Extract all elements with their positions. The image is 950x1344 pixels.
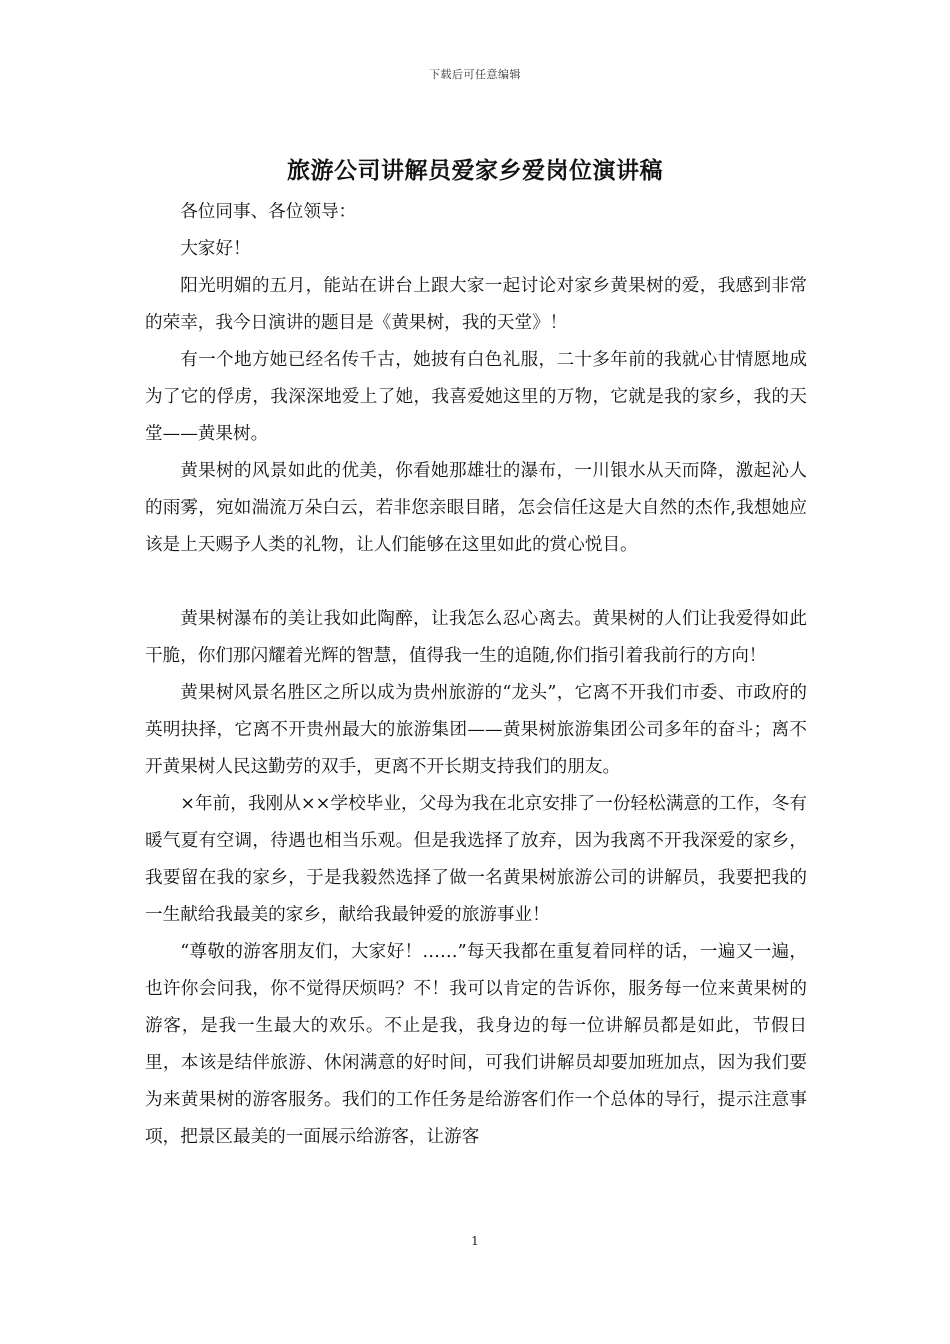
paragraph: 黄果树瀑布的美让我如此陶醉，让我怎么忍心离去。黄果树的人们让我爱得如此干脆，你们那闪耀着光辉的智慧，值得我一生的追随,你们指引着我前行的方向！ xyxy=(145,609,807,666)
document-title: 旅游公司讲解员爱家乡爱岗位演讲稿 xyxy=(287,157,663,184)
paragraph: 阳光明媚的五月，能站在讲台上跟大家一起讨论对家乡黄果树的爱，我感到非常的荣幸，我今日演讲的题目是《黄果树，我的天堂》！ xyxy=(145,276,807,333)
paragraph: 黄果树风景名胜区之所以成为贵州旅游的“龙头”，它离不开我们市委、市政府的英明抉择，它离不开贵州最大的旅游集团——黄果树旅游集团公司多年的奋斗；离不开黄果树人民这勤劳的双手，更离不开长期支持我们的朋友。 xyxy=(145,683,807,777)
paragraph: 有一个地方她已经名传千古，她披有白色礼服，二十多年前的我就心甘情愿地成为了它的俘虏，我深深地爱上了她，我喜爱她这里的万物，它就是我的家乡，我的天堂——黄果树。 xyxy=(145,350,807,444)
greeting: 大家好！ xyxy=(180,239,251,259)
page-number: 1 xyxy=(471,1234,479,1248)
document-body xyxy=(145,194,807,1156)
salutation: 各位同事、各位领导： xyxy=(180,202,357,222)
paragraph: 黄果树的风景如此的优美，你看她那雄壮的瀑布，一川银水从天而降，激起沁人的雨雾，宛如湍流万朵白云，若非您亲眼目睹，怎会信任这是大自然的杰作,我想她应该是上天赐予人类的礼物，让人们能够在这里如此的赏心悦目。 xyxy=(145,461,807,555)
header-note: 下载后可任意编辑 xyxy=(429,68,521,81)
paragraph: “尊敬的游客朋友们，大家好！……”每天我都在重复着同样的话，一遍又一遍，也许你会问我，你不觉得厌烦吗？不！我可以肯定的告诉你，服务每一位来黄果树的游客，是我一生最大的欢乐。不止是我，我身边的每一位讲解员都是如此，节假日里，本该是结伴旅游、休闲满意的好时间，可我们讲解员却要加班加点，因为我们要为来黄果树的游客服务。我们的工作任务是给游客们作一个总体的导行，提示注意事项，把景区最美的一面展示给游客，让游客 xyxy=(145,942,807,1147)
paragraph: ×年前，我刚从××学校毕业，父母为我在北京安排了一份轻松满意的工作，冬有暖气夏有空调，待遇也相当乐观。但是我选择了放弃，因为我离不开我深爱的家乡，我要留在我的家乡，于是我毅然选择了做一名黄果树旅游公司的讲解员，我要把我的一生献给我最美的家乡，献给我最钟爱的旅游事业！ xyxy=(145,794,807,925)
